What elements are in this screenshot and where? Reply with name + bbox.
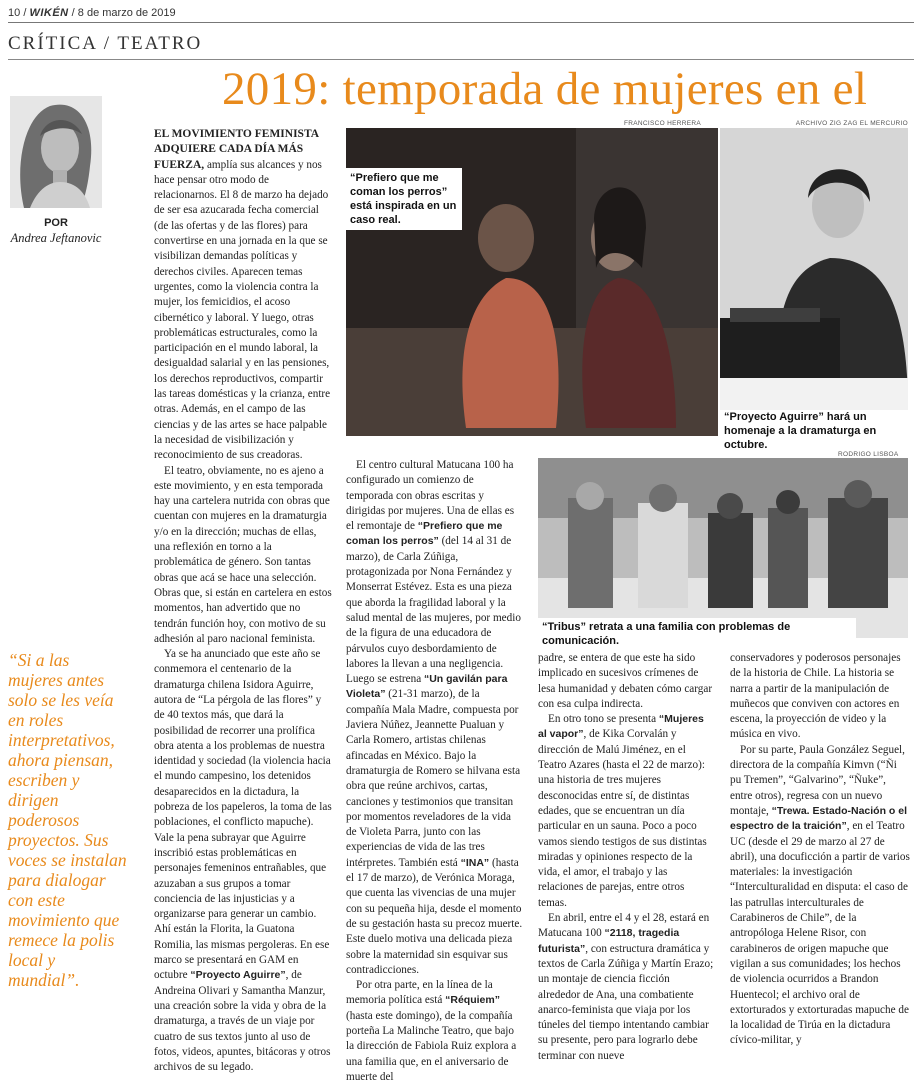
- photo-credit: FRANCISCO HERRERA: [624, 120, 701, 127]
- magazine-logo: WIKÉN: [29, 7, 69, 19]
- body-column-3: [538, 651, 714, 1062]
- paragraph: El teatro, obviamente, no es ajeno a este movimiento, y en esta temporada hay una cartelera nutrida con obras que cuentan con mujeres en la dramaturgia y/o en la dirección; muchas de ellas, una reflexión en torno a la problemática de género. Son tantas obras que acá se hace una selección. Obras que, si están en cartelera en estos momentos, han advertido que no tendrán función hoy, con motivo de su adhesión al paro nacional feminista.: [154, 464, 332, 645]
- photo-tribus: [538, 458, 908, 647]
- section-label: CRÍTICA / TEATRO: [8, 33, 203, 54]
- paragraph: EL MOVIMIENTO FEMINISTA ADQUIERE CADA DÍA MÁS FUERZA, amplía sus alcances y nos hace pensar otro modo de relacionarnos. El 8 de marzo ha dejado de ser esa azucarada fecha comercial (de las ofertas y de las flores) para convertirse en una jornada en la que se visibilizan demandas políticas y derechos civiles. Aparecen temas urgentes, como la violencia contra la mujer, los femicidios, el acoso cibernético y laboral. Y luego, otras problemáticas estructurales, como la participación en el mundo laboral, la desigualdad salarial y en las pensiones, los derechos reproductivos, compartir las tareas domésticas y la crianza, entre otras. Además, en el campo de las ciencias y de las artes se hace palpable la necesidad de visibilización y reconocimiento de sus creadoras.: [154, 128, 331, 462]
- body-column-1: [154, 127, 332, 1074]
- photo-caption: “Proyecto Aguirre” hará un homenaje a la dramaturga en octubre.: [724, 410, 912, 452]
- paragraph: Por otra parte, en la línea de la memoria política está “Réquiem” (hasta este domingo), de la compañía porteña La Malinche Teatro, que bajo la dirección de Fabiola Ruiz explora a una familia que, en el aniversario de muerte del: [346, 979, 517, 1083]
- paragraph: padre, se entera de que este ha sido implicado en sucesivos crímenes de lesa humanidad y debaten cómo cargar con esa culpa indirecta.: [538, 652, 713, 710]
- body-column-2: [346, 458, 523, 1083]
- photo-credit: RODRIGO LISBOA: [838, 451, 899, 458]
- page-folio: 10 / WIKÉN / 8 de marzo de 2019: [8, 7, 176, 19]
- issue-date: 8 de marzo de 2019: [77, 7, 176, 19]
- author-name: Andrea Jeftanovic: [10, 231, 102, 245]
- photo-credit: ARCHIVO ZIG ZAG EL MERCURIO: [795, 120, 908, 127]
- photo-caption: “Tribus” retrata a una familia con problemas de comunicación.: [538, 618, 856, 650]
- paragraph: El centro cultural Matucana 100 ha configurado un comienzo de temporada con obras escritas y dirigidas por mujeres. Una de ellas es el remontaje de “Prefiero que me coman los perros” (del 14 al 31 de marzo), de Carla Zúñiga, protagonizada por Nona Fernández y Monserrat Estévez. Esta es una pieza que aborda la fragilidad laboral y la salud mental de las mujeres, por medio de la figura de una educadora de párvulos cuyo desbordamiento de labores la llevan a una negligencia. Luego se estrena “Un gavilán para Violeta” (21-31 marzo), de la compañía Mala Madre, compuesta por Javiera Núñez, Jeannette Pualuan y Carla Romero, artistas chilenas afincadas en México. Bajo la dramaturgia de Romero se hilvana esta obra que reúne archivos, cartas, canciones y testimonios que transitan por momentos reveladores de la vida de Violeta Parra, junto con las experiencias de vida de las tres intérpretes. También está “INA” (hasta el 17 de marzo), de Verónica Moraga, que cuenta las vivencias de una mujer con su pequeña hija, desde el momento de su gestación hasta su precoz muerte. Este duelo motiva una delicada pieza sobre la maternidad sin esquivar sus contradicciones.: [346, 459, 523, 976]
- body-column-4: [730, 651, 910, 1047]
- byline-label: POR: [44, 217, 68, 229]
- photo-prefiero-que-me-coman: [346, 128, 718, 436]
- headline: 2019: temporada de mujeres en el: [222, 63, 868, 115]
- photo-isidora-aguirre: [720, 128, 908, 410]
- section-rule: [8, 59, 914, 60]
- paragraph: En otro tono se presenta “Mujeres al vapor”, de Kika Corvalán y dirección de Malú Jiménez, en el Teatro Azares (hasta el 22 de marzo): una historia de tres mujeres desconocidas entre sí, de distintas edades, que se encuentran un día particular en un sauna. Poco a poco vamos siendo testigos de sus distintas miradas y opiniones respecto de la vida, el amor, el trabajo y las relaciones de parejas, entre otros temas.: [538, 713, 707, 909]
- author-photo: [10, 96, 102, 208]
- page-number: 10: [8, 7, 21, 19]
- top-rule: [8, 22, 914, 23]
- paragraph: Por su parte, Paula González Seguel, directora de la compañía Kimvn (“Ñi pu Tremen”, “Galvarino”, “Ñuke”, entre otros), regresa con un nuevo montaje, “Trewa. Estado-Nación o el espectro de la traición”, en el Teatro UC (desde el 29 de marzo al 27 de abril), una docuficción a partir de varios materiales: la investigación “Interculturalidad en disputa: el caso de las patrullas interculturales de Carabineros de Chile”, de la antropóloga Helene Risor, con carabineros de origen mapuche que vigilan a sus comunidades; los hechos de violencia ocurridos a Brandon Huentecol; el archivo oral de extorturados y extorturadas mapuche de la localidad de Tirúa en la dictadura cívico-militar, y: [730, 743, 910, 1047]
- pull-quote: “Si a las mujeres antes solo se les veía en roles interpretativos, ahora piensan, escriben y dirigen poderosos proyectos. Sus voces se instalan para dialogar con este movimiento que remece la polis local y mundial”.: [8, 650, 127, 990]
- photo-caption: “Prefiero que me coman los perros” está inspirada en un caso real.: [346, 168, 462, 230]
- paragraph: conservadores y poderosos personajes de la historia de Chile. La historia se narra a partir de la manipulación de muñecos que conviven con actores en escena, la proyección de video y la música en vivo.: [730, 652, 901, 741]
- paragraph: Ya se ha anunciado que este año se conmemora el centenario de la dramaturga chilena Isidora Aguirre, autora de “La pérgola de las flores” y de 40 textos más, que dará la posibilidad de recorrer una prolífica obra atenta a los problemas de nuestra identidad y sociedad (la violencia hacia el mundo campesino, los detenidos desaparecidos en la dictadura, la pobreza de los papeleros, la toma de las poblaciones, el conflicto mapuche). Vale la pena subrayar que Aguirre inscribió estas problemáticas en personajes femeninos entrañables, que azuzaban a sus grupos a tomar conciencia de las injusticias y a organizarse para generar un cambio. Ahí están la Florita, la Guatona Romilia, las mismas pergoleras. En ese marco se presentará en GAM en octubre “Proyecto Aguirre”, de Andreina Olivari y Samantha Manzur, una creación sobre la vida y obra de la dramaturga, a través de un viaje por cuatro de sus textos junto al uso de fotos, videos, apuntes, bitácoras y otros archivos de su legado.: [154, 648, 332, 1074]
- paragraph: En abril, entre el 4 y el 28, estará en Matucana 100 “2118, tragedia futurista”, con estructura dramática y textos de Carla Zúñiga y Martín Erazo; un montaje de ciencia ficción alrededor de Ana, una combatiente anarco-feminista que viaja por los túneles del tiempo intentando cambiar su presente, pero para lograrlo debe terminar con nueve: [538, 912, 714, 1062]
